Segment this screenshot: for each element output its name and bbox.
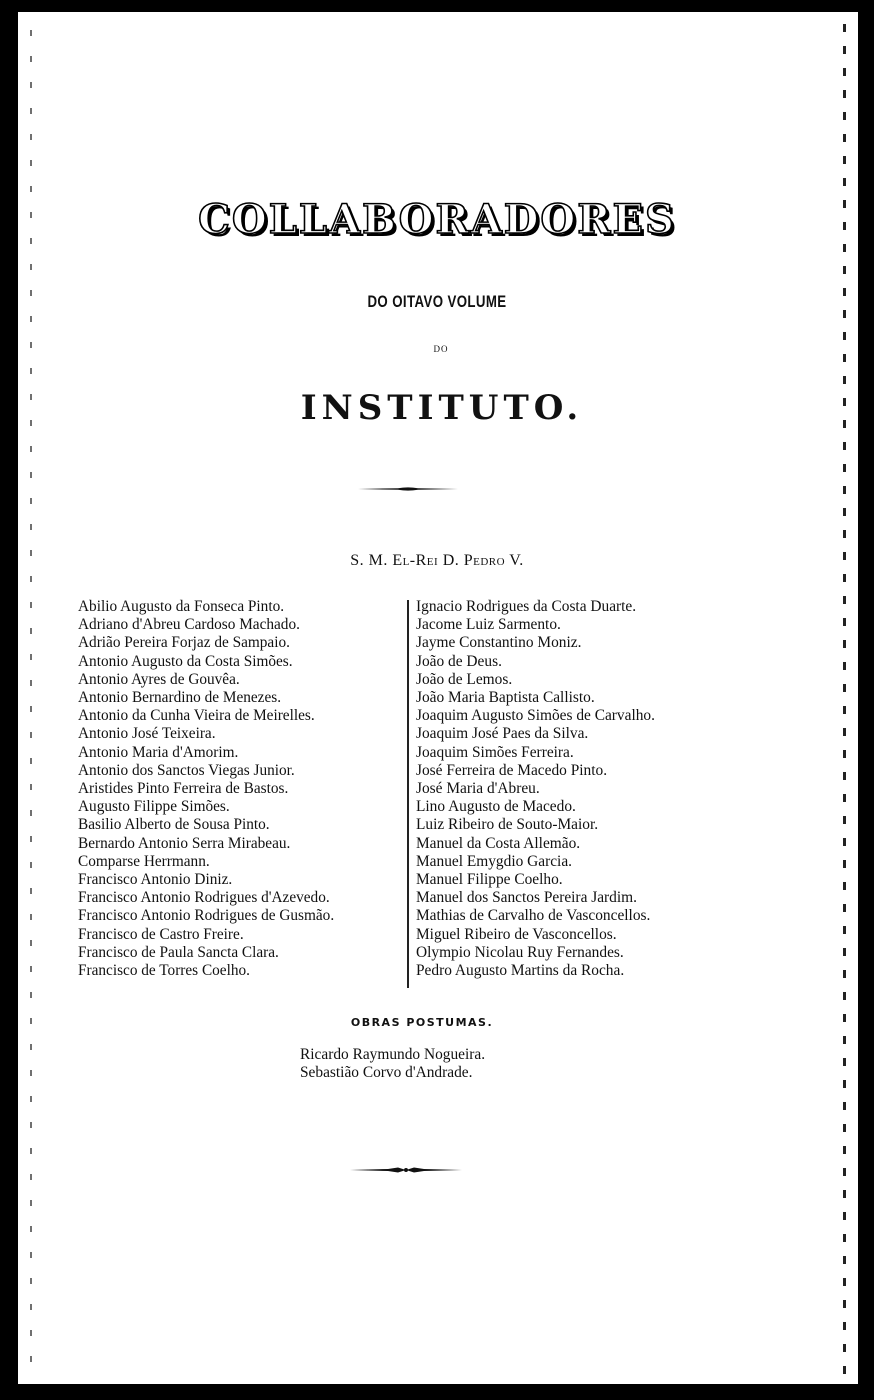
column-divider <box>407 600 409 988</box>
contributor-name: Adriano d'Abreu Cardoso Machado. <box>78 616 300 634</box>
contributor-name: Antonio Ayres de Gouvêa. <box>78 670 240 688</box>
contributor-name: Aristides Pinto Ferreira de Bastos. <box>78 780 289 798</box>
contributor-name: Lino Augusto de Macedo. <box>416 798 576 816</box>
ornamental-rule-bottom <box>350 1166 462 1174</box>
page-title: COLLABORADORES <box>198 196 676 243</box>
contributor-name: Miguel Ribeiro de Vasconcellos. <box>416 925 617 943</box>
scan-edge-right <box>858 0 874 1400</box>
scan-edge-top <box>0 0 874 12</box>
contributors-right-column <box>416 598 706 980</box>
contributor-name: Manuel Filippe Coelho. <box>416 871 563 889</box>
contributor-name: Antonio Maria d'Amorim. <box>78 743 239 761</box>
contributor-name: Francisco de Torres Coelho. <box>78 962 250 980</box>
contributor-name: João Maria Baptista Callisto. <box>416 689 595 707</box>
contributor-name: Antonio Augusto da Costa Simões. <box>78 652 293 670</box>
posthumous-name: Sebastião Corvo d'Andrade. <box>300 1064 473 1081</box>
contributor-name: Luiz Ribeiro de Souto-Maior. <box>416 816 599 834</box>
contributor-name: Francisco Antonio Diniz. <box>78 871 233 889</box>
scan-dashed-margin-right <box>843 24 846 1374</box>
contributor-name: Antonio da Cunha Vieira de Meirelles. <box>78 707 315 725</box>
posthumous-heading: OBRAS POSTUMAS. <box>350 1016 494 1029</box>
contributor-name: Bernardo Antonio Serra Mirabeau. <box>78 834 291 852</box>
contributor-name: Jayme Constantino Moniz. <box>416 634 582 652</box>
contributor-name: Antonio José Teixeira. <box>78 725 216 743</box>
contributor-name: Francisco de Castro Freire. <box>78 925 244 943</box>
contributor-name: Antonio dos Sanctos Viegas Junior. <box>78 761 295 779</box>
contributor-name: Joaquim Simões Ferreira. <box>416 743 574 761</box>
contributor-name: Augusto Filippe Simões. <box>78 798 230 816</box>
patron-suffix: V. <box>505 552 524 569</box>
patron-el-rei: El-Rei <box>392 552 439 569</box>
contributor-name: Francisco Antonio Rodrigues de Gusmão. <box>78 907 335 925</box>
royal-patron <box>0 552 874 570</box>
contributor-name: José Maria d'Abreu. <box>416 780 540 798</box>
contributor-name: Antonio Bernardino de Menezes. <box>78 689 282 707</box>
contributor-name: Ignacio Rodrigues da Costa Duarte. <box>416 598 637 615</box>
patron-middle: D. <box>438 552 464 569</box>
page-subtitle: DO OITAVO VOLUME <box>367 292 507 311</box>
contributor-name: João de Lemos. <box>416 670 513 688</box>
ornamental-rule-top <box>358 486 458 492</box>
contributor-name: Comparse Herrmann. <box>78 852 210 870</box>
contributor-name: Mathias de Carvalho de Vasconcellos. <box>416 907 651 925</box>
patron-name: Pedro <box>463 552 506 569</box>
patron-prefix: S. M. <box>350 552 393 569</box>
contributor-name: Manuel da Costa Allemão. <box>416 834 581 852</box>
contributor-name: Manuel Emygdio Garcia. <box>416 852 572 870</box>
contributor-name: Abilio Augusto da Fonseca Pinto. <box>78 598 285 615</box>
contributor-name: Olympio Nicolau Ruy Fernandes. <box>416 943 624 961</box>
contributor-name: Francisco Antonio Rodrigues d'Azevedo. <box>78 889 330 907</box>
contributor-name: João de Deus. <box>416 652 502 670</box>
connector-text: DO <box>433 344 449 354</box>
posthumous-name: Ricardo Raymundo Nogueira. <box>300 1046 486 1063</box>
contributor-name: Francisco de Paula Sancta Clara. <box>78 943 279 961</box>
contributor-name: José Ferreira de Macedo Pinto. <box>416 761 608 779</box>
contributor-name: Pedro Augusto Martins da Rocha. <box>416 962 625 980</box>
posthumous-list <box>300 1046 485 1082</box>
contributor-name: Joaquim Augusto Simões de Carvalho. <box>416 707 655 725</box>
scan-edge-bottom <box>0 1384 874 1400</box>
publication-title: INSTITUTO. <box>300 388 584 428</box>
contributor-name: Joaquim José Paes da Silva. <box>416 725 589 743</box>
contributor-name: Manuel dos Sanctos Pereira Jardim. <box>416 889 637 907</box>
contributor-name: Basilio Alberto de Sousa Pinto. <box>78 816 270 834</box>
contributor-name: Jacome Luiz Sarmento. <box>416 616 561 634</box>
contributor-name: Adrião Pereira Forjaz de Sampaio. <box>78 634 290 652</box>
contributors-left-column <box>78 598 398 980</box>
